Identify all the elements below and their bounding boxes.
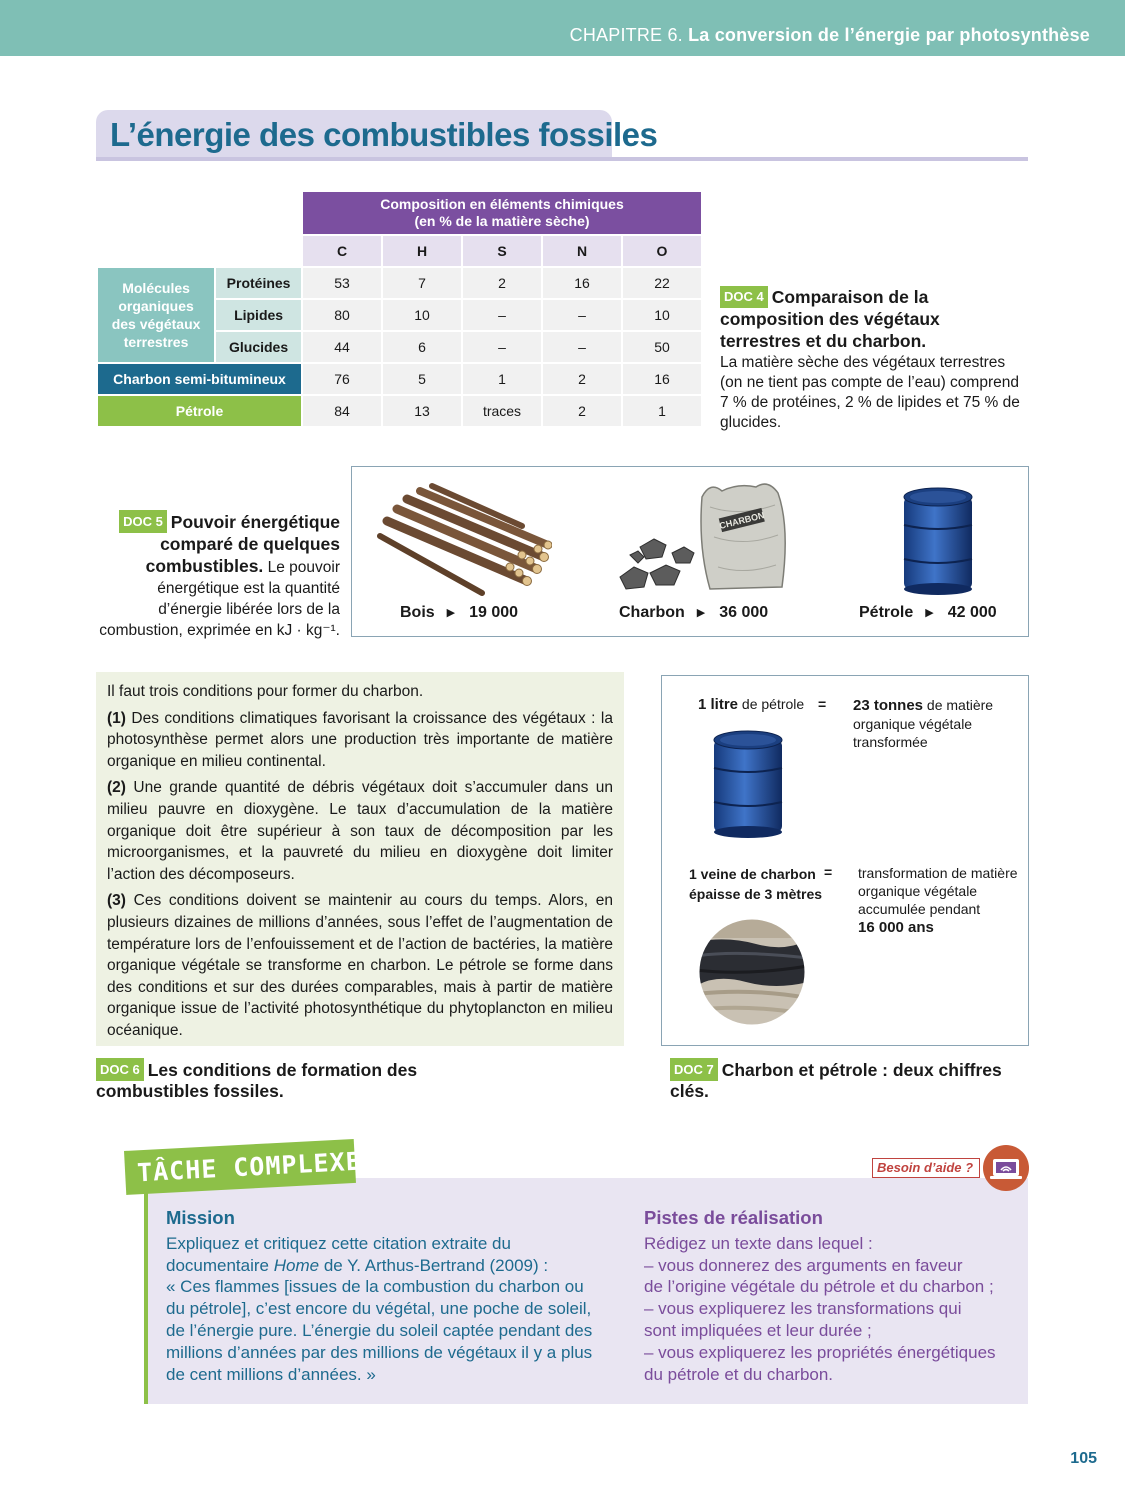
doc7-coal-right: transformation de matière organique végétale accumulée pendant 16 000 ans — [858, 865, 1018, 936]
pistes-line: Rédigez un texte dans lequel : — [644, 1233, 873, 1253]
doc6-title: Les conditions de formation des combustibles fossiles. — [96, 1060, 418, 1101]
table-cell: – — [543, 332, 621, 362]
pistes-line: de l’origine végétale du pétrole et du charbon ; — [644, 1277, 994, 1297]
doc4-title: Comparaison de la composition des végétaux terrestres et du charbon. — [720, 287, 940, 351]
doc6-caption — [96, 1058, 496, 1102]
table-cell: – — [463, 300, 541, 330]
table-row — [98, 364, 701, 394]
pistes-line: – vous expliquerez les transformations qui — [644, 1299, 962, 1319]
help-icon[interactable] — [982, 1144, 1030, 1192]
coal-sack-illustration — [610, 477, 800, 597]
header-bar — [0, 0, 1125, 56]
doc5-tag: DOC 5 — [119, 510, 167, 533]
wood-value-label: Bois ▶ 19 000 — [400, 604, 519, 621]
doc6-paragraph-1: (1) Des conditions climatiques favorisant la croissance des végétaux : la photosynthèse permet alors une production très importante de matière organique en milieu continental. — [107, 709, 613, 770]
table-cell: 1 — [623, 396, 701, 426]
element-n: N — [543, 236, 621, 266]
table-cell: – — [463, 332, 541, 362]
arrow-right-icon: ▶ — [696, 607, 706, 619]
table-cell: 44 — [303, 332, 381, 362]
doc7-tag: DOC 7 — [670, 1058, 718, 1081]
row-label: Pétrole — [98, 396, 301, 426]
oil-barrel-illustration — [898, 485, 978, 595]
arrow-right-icon: ▶ — [925, 607, 934, 619]
table-cell: 76 — [303, 364, 381, 394]
equals-sign: = — [818, 696, 827, 712]
table-cell: 53 — [303, 268, 381, 298]
table-cell: 84 — [303, 396, 381, 426]
table-header: Composition en éléments chimiques (en % de la matière sèche) — [303, 192, 701, 234]
doc6-paragraph-2: (2) Une grande quantité de débris végétaux doit s’accumuler dans un milieu pauvre en dioxygène. Le taux d’accumulation de la matière organique doit être supérieur à son taux de décomposition par les microorganismes, et la pauvreté du milieu en dioxygène doit limiter l’action des décomposeurs. — [107, 779, 614, 883]
doc7-coal-left: 1 veine de charbon épaisse de 3 mètres — [689, 866, 823, 902]
task-badge: TÂCHE COMPLEXE — [124, 1139, 356, 1195]
pistes-section — [644, 1207, 1024, 1385]
page-title-tab — [96, 110, 658, 160]
sack-label: CHARBON — [718, 510, 766, 531]
page-number: 105 — [1070, 1450, 1097, 1467]
oil-barrel-illustration — [710, 728, 786, 838]
chapter-label: CHAPITRE 6. — [569, 25, 683, 45]
composition-table — [96, 190, 703, 428]
table-cell: 50 — [623, 332, 701, 362]
row-label: Lipides — [216, 300, 301, 330]
table-cell: 2 — [543, 396, 621, 426]
element-h: H — [383, 236, 461, 266]
fuel-comparison-box — [351, 466, 1029, 637]
doc6-text-box — [96, 672, 624, 1046]
mission-title: Mission — [166, 1207, 235, 1228]
chapter-title: La conversion de l’énergie par photosynthèse — [688, 25, 1090, 45]
table-cell: 6 — [383, 332, 461, 362]
oil-value-label: Pétrole ▶ 42 000 — [859, 604, 997, 621]
title-underline — [96, 157, 1028, 161]
table-cell: 22 — [623, 268, 701, 298]
pistes-line: sont impliquées et leur durée ; — [644, 1320, 872, 1340]
table-cell: 1 — [463, 364, 541, 394]
table-cell: 10 — [383, 300, 461, 330]
row-label: Glucides — [216, 332, 301, 362]
table-row — [98, 268, 701, 298]
mission-line-2: documentaire Home de Y. Arthus-Bertrand (2009) : — [166, 1255, 549, 1275]
row-label: Charbon semi-bitumineux — [98, 364, 301, 394]
doc7-caption — [670, 1058, 1010, 1102]
row-label: Protéines — [216, 268, 301, 298]
help-link[interactable]: Besoin d’aide ? — [872, 1158, 980, 1178]
doc5-caption — [96, 510, 340, 641]
table-cell: 2 — [543, 364, 621, 394]
mission-section — [166, 1207, 596, 1385]
doc7-oil-right: 23 tonnes de matière organique végétale transformée — [853, 697, 994, 750]
chapter-heading — [570, 25, 1090, 46]
equals-sign: = — [824, 864, 833, 880]
pistes-title: Pistes de réalisation — [644, 1207, 823, 1228]
table-cell: 7 — [383, 268, 461, 298]
pistes-line: – vous donnerez des arguments en faveur — [644, 1255, 963, 1275]
doc5-title: Pouvoir énergétique comparé de quelques combustibles. — [145, 512, 340, 576]
pistes-line: – vous expliquerez les propriétés énergétiques — [644, 1342, 996, 1362]
doc7-box — [661, 675, 1029, 1046]
table-cell: 16 — [543, 268, 621, 298]
table-cell: 5 — [383, 364, 461, 394]
coal-value-label: Charbon ▶ 36 000 — [619, 604, 769, 621]
table-cell: 16 — [623, 364, 701, 394]
doc6-paragraph-3: (3) Ces conditions doivent se maintenir au cours du temps. Alors, en plusieurs dizaines de millions d’années, sous l’effet de l’augmentation de température lors de l’enfouissement et de l’action de bactéries, la matière organique végétale se transforme en charbon. Le pétrole se forme dans des conditions et sur des durées comparables, mais à partir de matière organique issue de l’activité photosynthétique du phytoplancton en milieu océanique. — [107, 892, 613, 1039]
pistes-line: du pétrole et du charbon. — [644, 1364, 834, 1384]
element-c: C — [303, 236, 381, 266]
doc4-text: La matière sèche des végétaux terrestres (on ne tient pas compte de l’eau) comprend 7 % de protéines, 2 % de lipides et 75 % de glucides. — [720, 354, 1020, 431]
group-label: Molécules organiques des végétaux terrestres — [98, 268, 214, 362]
doc7-title: Charbon et pétrole : deux chiffres clés. — [670, 1060, 1002, 1101]
table-row — [98, 396, 701, 426]
table-cell: – — [543, 300, 621, 330]
table-cell: 2 — [463, 268, 541, 298]
arrow-right-icon: ▶ — [446, 607, 456, 619]
wood-logs-illustration — [372, 481, 552, 601]
table-cell: traces — [463, 396, 541, 426]
doc6-intro: Il faut trois conditions pour former du charbon. — [107, 683, 424, 700]
table-cell: 13 — [383, 396, 461, 426]
doc6-tag: DOC 6 — [96, 1058, 144, 1081]
doc5-text: Le pouvoir énergétique est la quantité d’énergie libérée lors de la combustion, exprimée en kJ · kg⁻¹. — [99, 559, 340, 639]
element-s: S — [463, 236, 541, 266]
doc4-tag: DOC 4 — [720, 286, 768, 308]
doc7-oil-left: 1 litre de pétrole — [698, 696, 805, 713]
mission-quote: « Ces flammes [issues de la combustion du charbon ou du pétrole], c’est encore du végétal, une poche de soleil, de l’énergie pure. L’énergie du soleil captée pendant des millions d’années par des millions de végétaux il y a plus de cent millions d’années. » — [166, 1277, 593, 1384]
task-accent-line — [144, 1193, 148, 1404]
coal-seam-photo — [696, 916, 808, 1028]
mission-line-1: Expliquez et critiquez cette citation extraite du — [166, 1233, 511, 1253]
doc4-caption — [720, 286, 1020, 433]
page-title: L’énergie des combustibles fossiles — [110, 116, 658, 153]
element-o: O — [623, 236, 701, 266]
table-cell: 80 — [303, 300, 381, 330]
table-cell: 10 — [623, 300, 701, 330]
